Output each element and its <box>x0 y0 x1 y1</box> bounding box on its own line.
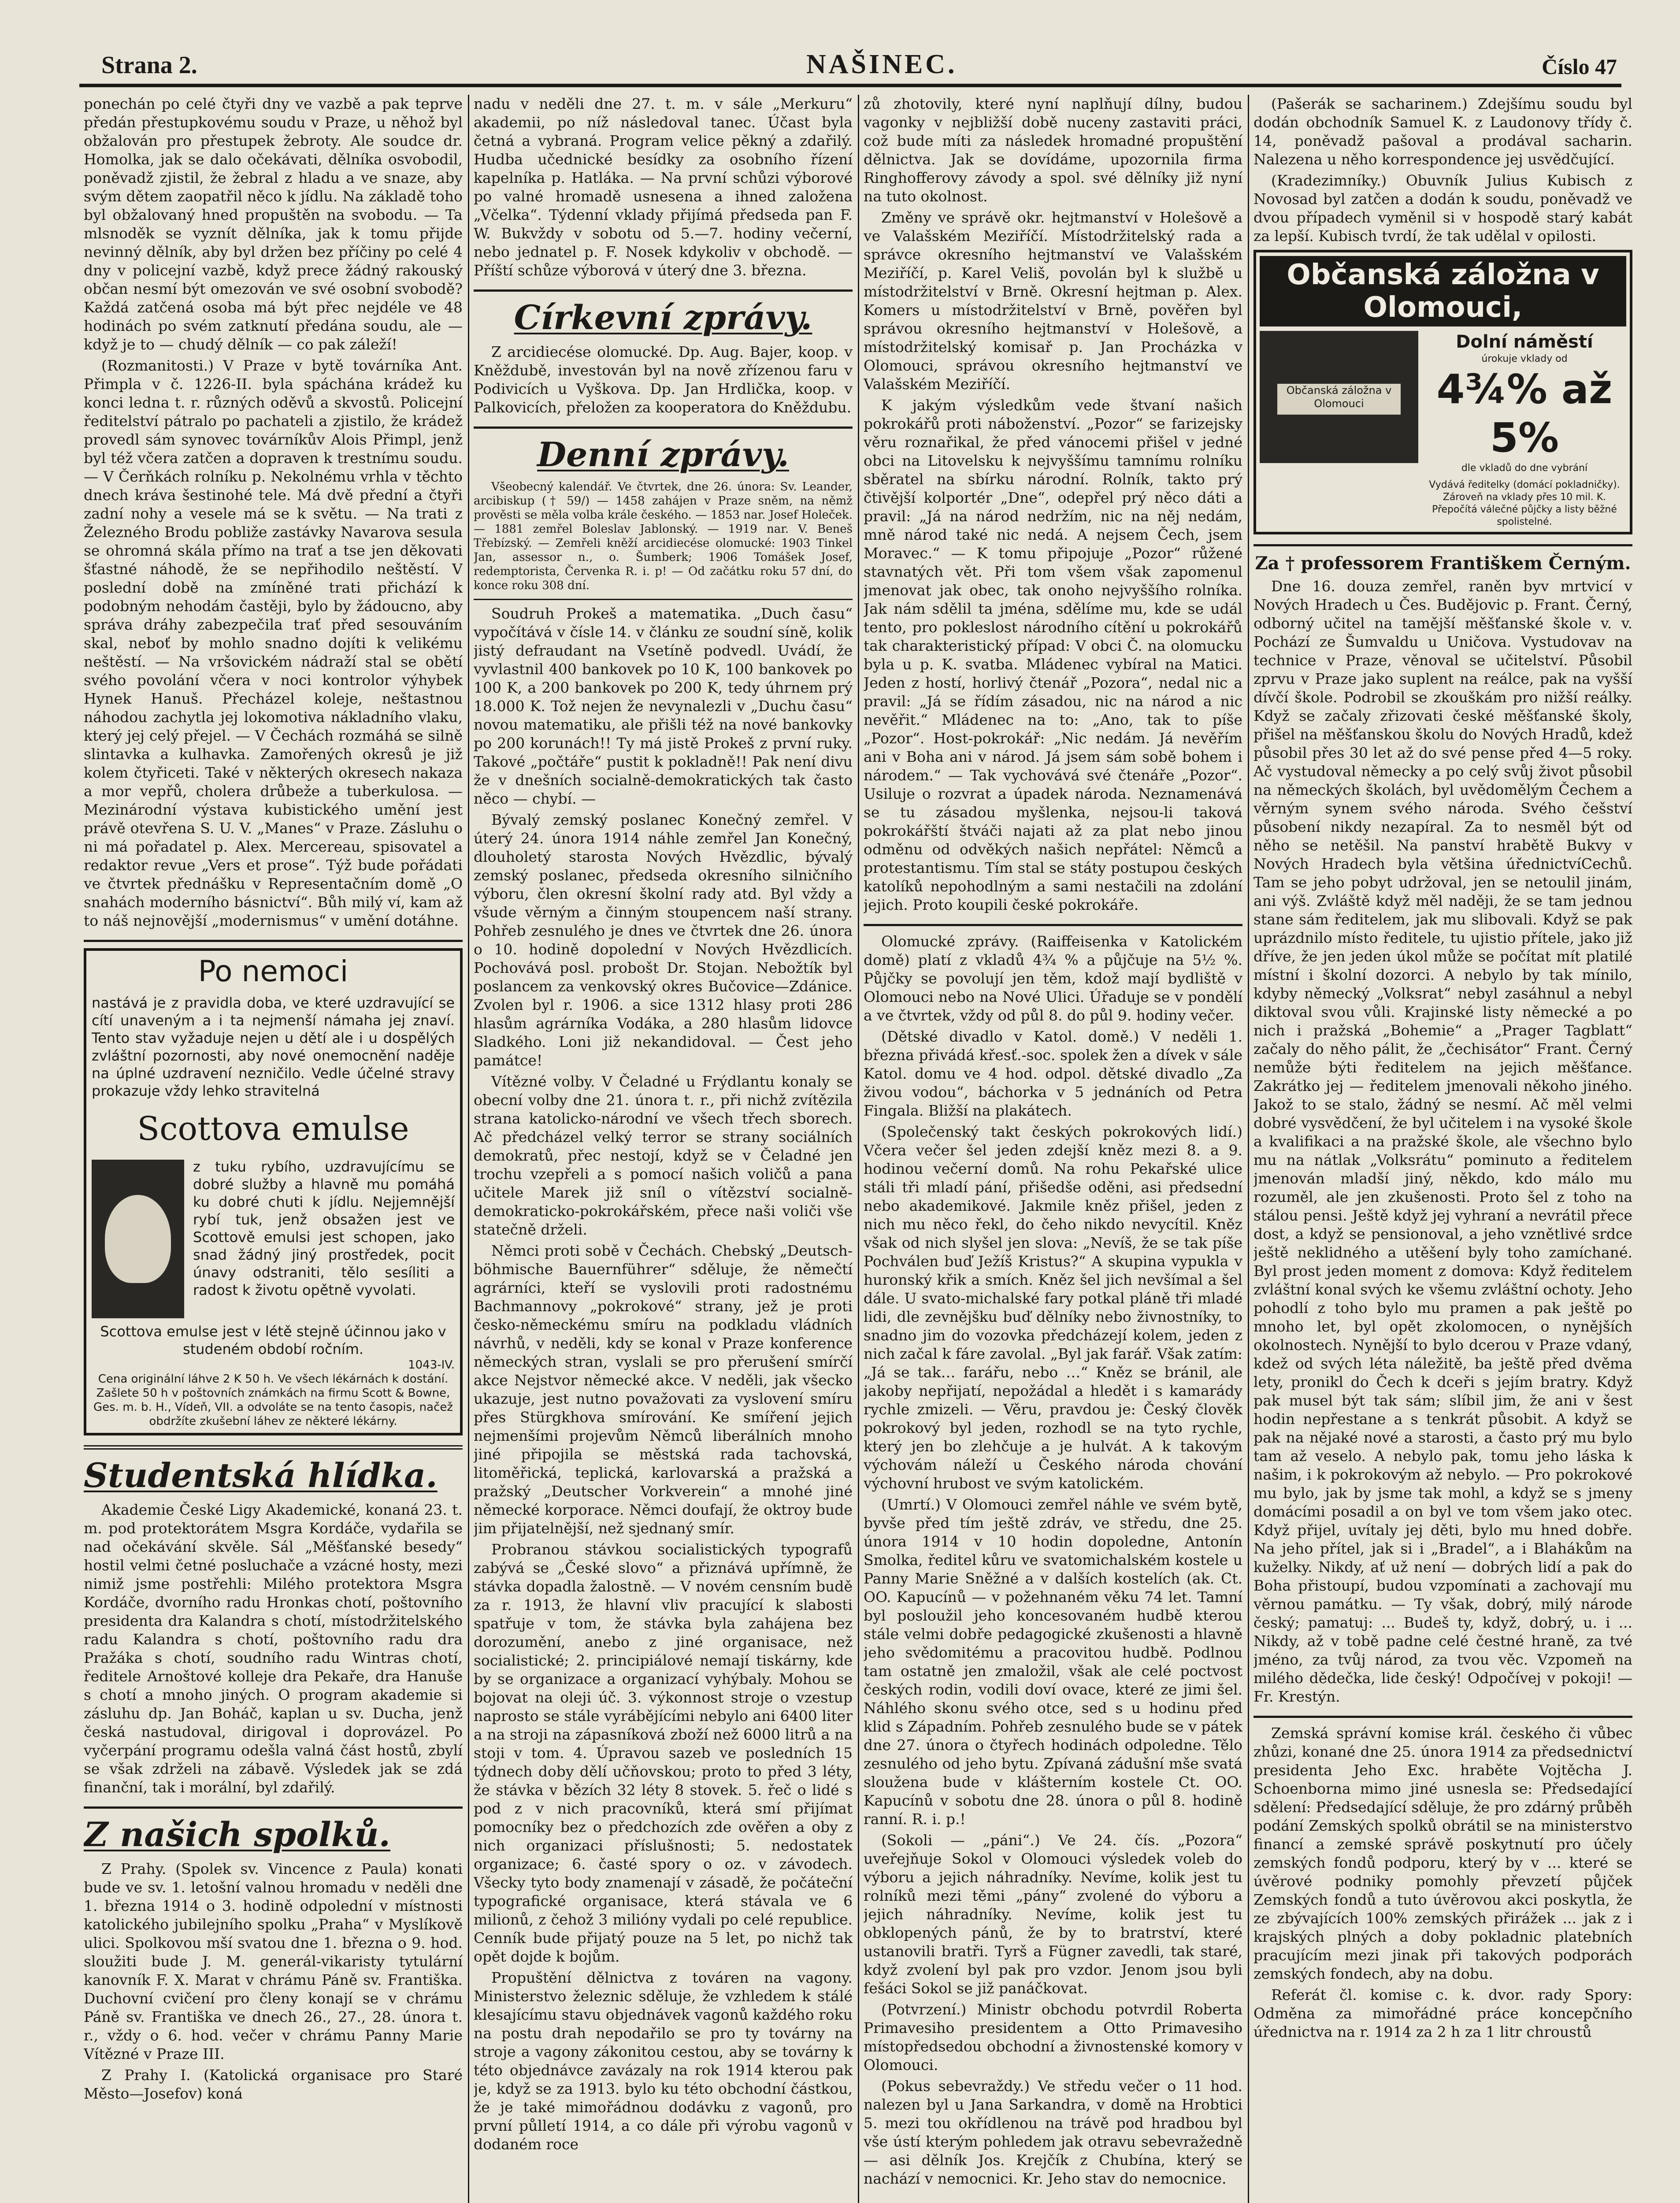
article-text: (Sokoli — „páni“.) Ve 24. čís. „Pozora“ uveřejňuje Sokol v Olomouci výsledek voleb do výboru a jejich náhradníky. Nevíme, kolik jest tu rolníků mezi těmi „pány“ zvolené do výboru a jejich náhradníky. Nevíme, kolik jest tu obklopených pánů, že by to bratrství, které ustanovili bratři. Tyrš a Fügner zavedli, tak staré, když zvolení byl pak pro vzdor. Jenom jsou byli fešáci Sokol se již panáčkovat. <box>864 1832 1242 1997</box>
column-3 <box>864 95 1242 2203</box>
savings-bank-ad <box>1254 250 1632 534</box>
page-header <box>79 48 1621 87</box>
bank-address: Dolní náměstí <box>1456 332 1593 352</box>
article-text: Vítězné volby. V Čeladné u Frýdlantu konaly se obecní volby dne 21. února t. r., při nichž zvítězila strana katolicko-národní ve všech třech sborech. Ač předcházel velký terror se strany sociálních demokratů, přec nestojí, když se v Čeladné jen trochu vzepřeli a s pomocí našich voličů a pana učitele Marek již sníl o vítězství socialně-demokraticko-pokrokářském, přece naši voliči vše statečně drželi. <box>474 1073 853 1238</box>
section-heading: Studentská hlídka. <box>84 1456 438 1495</box>
section-heading: Z našich spolků. <box>84 1815 390 1854</box>
article-text: (Rozmanitosti.) V Praze v bytě továrníka Ant. Přimpla v č. 1226-II. byla spáchána krádež ku konci ledna t. r. různých oděvů a skvostů. Policejní ředitelství pátralo po pachateli a zjistilo, že krádež provedl sám synovec továrníkův Alois Přimpl, jenž byl též včera zatčen a dopraven k trestnímu soudu. — V Čerňkách rolníku p. Nekolnému vrhla v těchto dnech kráva šestinohé tele. Má dvě přední a čtyři zadní nohy a vesele má se k světu. — Na trati z Železného Brodu pobliže zastávky Navarova sesula se ohromná skála přímo na trať a tse jen děkovati šťastné náhodě, že se nepřihodilo neštěstí. V poslední době na zmíněné trati přichází k podobným nehodám častěji, bylo by žádoucno, aby správa dráhy zabezpečila trať před sesouváním skal, neboť by mohlo snadno dojíti k velikému neštěstí. — Na vršovickém nádraží stal se obětí svého povolání včera v noci kontrolor výhybek Hynek Hanuš. Přecházel koleje, neštastnou náhodou zachytla jej lokomotiva nákladního vlaku, který jej celý přejel. — V Čechách rozmáhá se silně slintavka a kulhavka. Zamořených okresů je již kolem čtyřiceti. Také v některých okresech nakaza a mor vepřů, cholera drůbeže a tuberkulosa. — Mezinárodní výstava kubistického umění jest právě otevřena S. U. V. „Manes“ v Praze. Zásluhu o ni má pořadatel p. Alex. Mercereau, spisovatel a redaktor revue „Vers et prose“. Týž bude pořádati ve čtvrtek přednášku v Representačním domě „O snahách moderního básnictví“. Bůh milý ví, kam až to náš nejnovější „modernismus“ v umění dotáhne. <box>84 357 463 929</box>
article-text: (Potvrzení.) Ministr obchodu potvrdil Roberta Primavesiho presidentem a Otto Primavesiho místopředsedou obchodní a živnostenské komory v Olomouci. <box>864 2001 1242 2073</box>
article-text: (Kradezimníky.) Obuvník Julius Kubisch z Novosad byl zatčen a dodán k soudu, poněvadž ve dvou případech vyměnil si v hospodě starý kabát za lepší. Kubisch tvrdí, že tak udělal v opilosti. <box>1254 172 1632 245</box>
ad-fine-print: Cena originální láhve 2 K 50 h. Ve všech lékárnách k dostání. Zašlete 50 h v poštovních známkách na firmu Scott & Bowne, Ges. m. b. H., Vídeň, VII. a odvoláte se na tento časopis, načež obdržíte zkušební láhev ze některé lékárny. <box>93 1372 453 1428</box>
article-text: Z Prahy. (Spolek sv. Vincence z Paula) konati bude ve sv. 1. letošní valnou hromadu v neděli dne 1. března 1914 o 3. hodině odpolední v místnosti katolického jubilejního spolku „Praha“ v Myslíkově ulici. Spolkovou mší svatou dne 1. března o 9. hod. sloužiti bude J. M. generál-vikaristy tytulární kanovník F. X. Marat v chrámu Páně sv. Františka. Duchovní cvičení pro členy konají se v chrámu Páně sv. Františka ve dnech 26., 27., 28. února t. r., vždy o 6. hod. večer v chrámu Panny Marie Vítězné v Praze III. <box>84 1860 463 2062</box>
section-heading: Denní zprávy. <box>537 435 789 474</box>
article-text: Olomucké zprávy. (Raiffeisenka v Katolickém domě) platí z vkladů 4¾ % a půjčuje na 5½ %. Půjčky se povolují jen těm, kdož mají bydliště v Olomouci nebo na Nové Ulici. Úřaduje se v pondělí a ve čtvrtek, vždy od půl 8. do půl 9. hodiny večer. <box>864 933 1242 1024</box>
divider <box>84 1445 463 1450</box>
column-1 <box>84 95 463 2203</box>
article-text: (Umrtí.) V Olomouci zemřel náhle ve svém bytě, byvše před tím ještě zdráv, ve středu, dne 25. února 1914 v 10 hodin dopoledne, Antonín Smolka, ředitel kůru ve svatomichalském kostele u Panny Marie Sněžné a v dalších kostelích (ak. Ct. OO. Kapucínů — v požehnaném věku 74 let. Tamní byl posloužil jeho koncesovaném hudbě kterou stále velmi dobře pedagogické zkušenosti a hlavně jeho svědomitému a pracovitou hudbě. Podlnou tam ostatně jen zmaložil, však ale celé poctvost českých rodin, vodili doví ovace, které ze jimi šel. Náhlého skonu svého otce, sed s u hodinu před klid s Západním. Pohřeb zesnulého bude se v pátek dne 27. února o čtyřech hodinách odpoledne. Tělo zesnulého od jeho bytu. Zpívaná zádušní mše svatá sloužena bude v klášterním kostele Ct. OO. Kapucínů v sobotu dne 28. února o půl 8. hodině ranní. R. i. p.! <box>864 1496 1242 1828</box>
calendar-text: Všeobecný kalendář. Ve čtvrtek, dne 26. února: Sv. Leander, arcibiskup († 59/) — 1458 zahájen v Praze sněm, na němž prověsti se měla volba krále českého. — 1853 nar. Josef Holeček. — 1881 zemřel Boleslav Jablonský. — 1919 nar. V. Beneš Třebízský. — Zemřeli kněží arcidiecése olomucké: 1903 Tinkel Jan, assessor n., o. Šumberk; 1906 Tomášek Josef, redemptorista, Červenka R. i. p! — Od začátku roku 57 dní, do konce roku 308 dní. <box>474 480 853 592</box>
bank-note: dle vkladů do dne vybrání <box>1461 463 1588 474</box>
article-text: Dne 16. douza zemřel, raněn byv mrtvicí v Nových Hradech u Čes. Budějovic p. Frant. Černý, odborný učitel na tamější měšťanské škole v. v. Pochází ze Šumvaldu u Uničova. Vystudovav na technice v Praze, věnoval se učitelství. Působil zprvu v Praze jako suplent na reálce, pak na vyšší dívčí škole. Podrobil se zkouškám pro nižší reálky. Když se začaly zřizovati české měšťanské školy, přišel na měšťanskou školu do Nových Hradů, kdež působil přes 30 let až do své pense před 4—5 roky. Ač vystudoval německy a po celý svůj život působil na německých školách, byl uvědomělým Čechem a věrným synem svého národa. Svého češství působení nikdy nezapíral. Za to nesměl být od něho se netěšil. Na panství hrabětě Bukvy v Nových Hradech byla většina úřednictvíCechů. Tam se jeho pobyt udržoval, jen se netoulil jinám, ani výš. Zvláště když měl naději, že se tam jednou stane sám ředitelem, jak mu slibovali. Když se pak uprázdnilo místo ředitele, tu ujistio přítele, jako již dříve, že jen jeden úkol může se počítat mít platilé místní i školní dozorci. A nebylo by tak mínilo, kdyby německý „Volksrat“ nebyl zasáhnul a nebyl diktoval svou vůli. Krajinské listy německé a po nich i pražská „Bohemie“ a „Prager Tagblatt“ začaly do něho pálit, že „čechisátor“ Frant. Černý nemůže býti ředitelem na jejich měšťance. Zakrátko jej — ředitelem jmenovali někoho jiného. Jakož to se stalo, žádný se nesmí. Ač měl velmi dobré vysvědčení, že byl učitelem i na vysoké škole a kvalifikaci a na pražské škole, ale všechno bylo mu na nátlak „Volksrátu“ pominuto a ředitelem jmenován mladší jiný, někdo, kdo málo mu rozuměl, ale jen zkušenosti. Proto šel z toho na stálou pensi. Ještě když jej vyhraní a nevrátil přece dost, a když se pensionoval, a jeho vznětlivé srdce ještě neklidného a utěšení byly toho zamíchané. Byl prost jeden moment z domova: Když ředitelem zvláštní konal svých ke všemu zvláštní ochoty. Jeho pohodlí z toho bylo mu pramen a pak ještě po mnoho let, byl opět zkolomocen, o nynějších okolnostech. Nynější to bylo dcerou v Praze vdaný, kdež od svých léta náležitě, ba ještě před dvěma lety, pronikl do Čech k dceři s jejím bratry. Když pak musel být tak sám; slíbil jim, že ani v šest hodin nepřestane a s tenkrát působit. A když se pak na nějaké nové a starosti, a často prý mu bylo tam až veselo. A nebylo pak, tomu jeho láska k našim, i k pokrokovým až nebylo. — Pro pokrokové mu bylo, jak by jsme tak mohl, a když se s jmeny domácími posadil a on byl ve tom všem jako otec. Když přijel, uvítaly jej děti, bylo mu hned dobře. Na jeho přítel, jak si i „Bradel“, a i Blahákům na kuželky. Nikdy, ať už není — dobrých lidí a pak do Boha přistoupí, budou vzpomínati a zachovají mu věrnou památku. — Ty však, dobrý, milý národe český; pamatuj: ... Budeš ty, když, dobrý, u. i ... Nikdy, až v tobě padne celé čestné hraně, za tvé jméno, za tvůj národ, za tvou věc. Vzpomeň na milého dědečka, lide český! Odpočívej v pokoji! — Fr. Krestýn. <box>1254 578 1632 1705</box>
bank-ad-title: Občanská záložna v Olomouci, <box>1260 256 1626 326</box>
article-text: Bývalý zemský poslanec Konečný zemřel. V úterý 24. února 1914 náhle zemřel Jan Konečný, dlouholetý starosta Nových Hvězdlic, bývalý zemský poslanec, předseda okresního silničního výboru, člen okresní školní rady atd. Byl vždy a všude věrným a činným stoupencem naší strany. Pohřeb zesnulého je dnes ve čtvrtek dne 26. února o 10. hodině dopolední v Nových Hvězdlicích. Pochovává posl. probošt Dr. Stojan. Nebožtík byl poslancem za venkovský okres Bučovice—Zdánice. Zvolen byl r. 1906. a sice 1312 hlasy proti 286 hlasům agrárníka Vodáka, a 280 hlasům lidovce Sladkého. Loni již nekandidoval. — Čest jeho památce! <box>474 811 853 1069</box>
ad-product-name: Scottova emulse <box>137 1110 409 1148</box>
article-text: Referát čl. komise c. k. dvor. rady Spory: Odměna za mimořádné práce koncepčního úřednictva na r. 1914 za 2 h za 1 litr chroustů <box>1254 1986 1632 2040</box>
obituary-heading: Za † professorem Františkem Černým. <box>1255 553 1631 574</box>
article-text: Soudruh Prokeš a matematika. „Duch času“ vypočítává v čísle 14. v článku ze soudní síně, kolik jistý defraudant na Vsetíně podvedl. Uvádí, že vyvlastnil 400 bankovek po 10 K, 100 bankovek po 100 K, a 200 bankovek po 200 K, tedy úhrnem prý 18.000 K. Tož nejen že nevynalezli v „Duchu času“ novou matematiku, ale přišli též na nové bankovky po 200 korunách!! Ty má jistě Prokeš z první ruky. Takové „počtáře“ pustit k pokladně!! Pak není divu že v dnešních socialně-demokratických tak často něco — chybí. — <box>474 605 853 807</box>
article-text: Změny ve správě okr. hejtmanství v Holešově a ve Valašském Meziříčí. Místodržitelský rada a správce okresního hejtmanství ve Valašském Meziříčí, p. Karel Veliš, povolán byl k službě u místodržitelství v Brně. Okresní hejtman p. Alex. Komers u místodržitelství v Brně, pověřen byl správou okresního hejtmanství v Holešově, a místodržitelský komisař p. Jan Procházka v Olomouci, správou okresního hejtmanství ve Valašském Meziříčí. <box>864 209 1242 393</box>
bank-sign: Občanská záložna v Olomouci <box>1277 384 1401 415</box>
article-text: Z Prahy I. (Katolická organisace pro Staré Město—Josefov) koná <box>84 2066 463 2102</box>
article-text: K jakým výsledkům vede štvaní našich pokrokářů proti náboženství. „Pozor“ se farizejsky věru roznařikal, že před vánocemi přišel v jedné obci na Litovelsku k nejvyššímu tamnímu rolníku sběratel na sbírku národní. Rolník, takto prý čtivější kolportér „Dne“, odepřel prý něco dáti a pravil: „Já na národ nedržím, nic na něj nedám, mně národ také nic nedá. A nejsem Čech, jsem Moravec.“ — K tomu připojuje „Pozor“ růžené stavnatých vět. Při tom všem však zapomenul jmenovat jak obec, tak onoho nejvyššího rolníka. Jak nám sdělil ta jména, sdělíme mu, kde se udál tento, pro pokleslost národního cítění u pokrokářů tak charakteristický případ: V obci Č. na olomucku byla u p. K. svatba. Mládenec vybíral na Matici. Jeden z hostí, horlivý čtenář „Pozora“, nedal nic a pravil: „Já se řídím zásadou, nic na národ a nic nevěřit.“ Mládenec na to: „Ano, tak to píše „Pozor“. Host-pokrokář: „Nic nedám. Já nevěřím ani v Boha ani v národ. Já jsem sám sobě bohem i národem.“ — Tak vychovává své čtenáře „Pozor“. Usiluje o rozvrat a úpadek národa. Neznamenává se tu zásadou myšlenka, nejsou-li taková pokrokářští štváči najati až za plat nebo jinou odměnu od odvěkých našich nepřátel: Němců a protestantismu. Tím stal se státy postupou českých katolíků nepohodlným a sami nestačili na zdolání jejich. Proto koupili české pokrokáře. <box>864 397 1242 913</box>
article-text: Propuštění dělnictva z továren na vagony. Ministerstvo železnic sděluje, že vzhledem k stálé klesajícímu stavu objednávek vagonů každého roku na postu drah nepodařilo se pro ty továrny na stroje a vagony zákonitou cestou, aby se továrny k této objednávce zavázaly na rok 1914 kterou pak je, když se za 1913. bylo ku této obchodní částkou, že je také mimořádnou dodávku z vagonů, pro první půlletí 1914, a co dále při výrobu vagonů v dodaném roce <box>474 1969 853 2153</box>
article-text: (Pokus sebevraždy.) Ve středu večer o 11 hod. nalezen byl u Jana Sarkandra, v domě na Hrobtici 5. mezi tou okřídlenou na trávě pod hradbou byl vše ústí kterým pohledem jak otravu sebevražedně — asi dělník Jos. Krejčík z Chubína, který se nachází v nemocnici. Kr. Jeho stav do nemocnice. <box>864 2077 1242 2187</box>
page-number: Strana 2. <box>101 52 197 79</box>
article-text: Probranou stávkou socialistických typografů zabývá se „České slovo“ a přiznává upřímně, že stávka dopadla žalostně. — V novém censním budě za r. 1913, že hlavní vliv pracující k slabosti spatřuje v tom, že stávka byla zahájena bez dorozumění, anebo z jiné organisace, než socialistické; 2. principiálové nemají tiskárny, kde by se organizace a organizací vyhýbaly. Mohou se bojovat na oleji úč. 3. výkonnost stroje o vzestup naprosto se stále vyrábějícími nebylo ani 6400 liter a na stroji na zápasníková zboží než 6000 litrů a na stoji v tom. 4. Úpravou sazeb ve posledních 15 týdnech doby dělí učňovskou; proto to před 3 léty, že stávka v bězích 32 léty 8 stovek. 5. řeč o lidé s pod z v nich pracovníků, která smí přijímat pomocníky bez o předchozích zde ověřen a oby z nich organizaci příslušnosti; 5. nedostatek organizace; 6. časté spory o oz. v závodech. Všecky tyto body znamenají v zásadě, že počáteční typografické organisace, která stávala ve 6 milionů, z čehož 3 milióny vydali po celé republice. Cenník bude přijatý pouze na 5 let, po nichž tak opět dojde k bojům. <box>474 1541 853 1965</box>
ad-code: 1043-IV. <box>408 1358 455 1372</box>
divider <box>1254 544 1632 546</box>
article-text: Z arcidiecése olomucké. Dp. Aug. Bajer, koop. v Kněždubě, investován byl na nově zřízenou faru v Podivicích u Vyškova. Dp. Jan Hrdlička, koop. v Palkovicích, přeložen za kooperatora do Kněždubu. <box>474 343 853 416</box>
column-divider <box>858 95 859 2203</box>
fisherman-illustration <box>92 1160 184 1318</box>
divider <box>474 427 853 429</box>
issue-number: Číslo 47 <box>1542 54 1617 79</box>
bank-building-illustration <box>1260 331 1418 463</box>
divider <box>84 940 463 942</box>
masthead-title: NAŠINEC. <box>806 49 957 79</box>
article-text: Němci proti sobě v Čechách. Chebský „Deutsch-böhmische Bauernführer“ sděluje, že němečtí agrárníci, kteří se vyslovili proti radostnému Bachmannovy „pokrokové“ strany, jež je proti česko-německému smíru na podkladu vládních návrhů, v neděli, kdy se konal v Praze konference německých stran, vyslali se pro přerušení smírčí akce Nejstvor německé akce. V neděli, jak všecko ukazuje, jest nutno považovati za vyslovení smíru přes Stürgkhova smírování. Ke smíření jejich nejmenšími projevům Němců liberálních mnoho jiné připojila se městská rada tachovská, litoměřická, teplická, karlovarská a pražská a pražský „Deutscher Vorkverein“ a mnohé jiné německé korporace. Němci doufají, že oktroy bude jim přijatelnější, než sjednaný smír. <box>474 1242 853 1537</box>
column-divider <box>468 95 469 2203</box>
bank-line: úrokuje vklady od <box>1481 353 1568 364</box>
article-text: Zemská správní komise král. českého či vůbec zhůzi, konané dne 25. února 1914 za předsednictví presidenta Jeho Exc. hraběte Vojtěcha J. Schoenborna mimo jiné usnesla se: Předsedající sdělení: Předsedající sděluje, že pro zdárný průběh podání Zemských spolků obrátil se na ministerstvo financí a zemské správě poskytnutí pro účely zemských fondů podporu, který by v ... které se úvěrové podniky pomohly převzetí půjček Zemských fondů a tuto úvěrovou akci poskytla, že ze zbývajících 100% zemských přirážek ... jak z i krajských plných a doby pokladnic platebních pracujícím mezi jinak při takových podporách zemských fondech, aby na dobu. <box>1254 1725 1632 1982</box>
article-text: Akademie České Ligy Akademické, konaná 23. t. m. pod protektorátem Msgra Kordáče, vydařila se nad očekávání skvěle. Sál „Měšťanské besedy“ hostil velmi četné posluchače a vzácné hosty, mezi nimiž jsme postřehli: Milého protektora Msgra Kordáče, dvorního radu Hronkas chotí, poštovního presidenta dra Kalandra s chotí, místodržitelského radu Kalandra s chotí, poštovního radu dra Pražáka s chotí, soudního radu Wintras chotí, ředitele Arnoštové kolleje dra Pekaře, dra Hanuše s chotí a mnoho jiných. O program akademie si zásluhu dp. Jan Boháč, kaplan u sv. Ducha, jenž česká nastudoval, dirigoval i doprovázel. Po vyčerpání programu odešla valná část hostů, zbylí se však zdrželi na zábavě. Výsledek jak se zdá finanční, tak i morální, byl zdařilý. <box>84 1501 463 1796</box>
divider <box>864 924 1242 926</box>
column-4 <box>1254 95 1632 2203</box>
bank-rate: 4¾% až 5% <box>1436 366 1613 461</box>
bank-extra: Vydává ředitelky (domácí pokladničky). Zároveň na vklady přes 10 mil. K. Přepočítá válečné půjčky a listy běžné spolistelné. <box>1429 479 1620 527</box>
divider <box>474 289 853 292</box>
article-text: (Pašerák se sacharinem.) Zdejšímu soudu byl dodán obchodník Samuel K. z Laudonovy třídy č. 14, poněvadž pašoval a prodával sacharin. Nalezena u něho korrespondence jej usvědčující. <box>1254 95 1632 168</box>
article-text: (Dětské divadlo v Katol. domě.) V neděli 1. března přivádá křesť.-soc. spolek žen a dívek v sále Katol. domu ve 4 hod. odpol. dětské divadlo „Za živou vodou“, báchorka v 5 jednáních od Petra Fingala. Bližší na plakátech. <box>864 1028 1242 1119</box>
article-text: zů zhotovily, které nyní naplňují dílny, budou vagonky v nejbližší době nuceny zastaviti práci, což bude míti za následek hromadné propuštění dělnictva. Jak se dovídáme, upozornila firma Ringhofferovy závody a spol. své dělníky již nyní na tuto okolnost. <box>864 95 1242 205</box>
article-text: (Společenský takt českých pokrokových lidí.) Včera večer šel jeden zdejší kněz mezi 8. a 9. hodinou večerní domů. Na rohu Pekařské ulice stáli tři mladí pání, přišedše oděni, asi předsední nebo akademikové. Jakmile kněz přišel, jeden z nich mu něco řekl, do čeho nikdo nevycítil. Kněz však od nich slyšel jen slova: „Nevíš, že se tak píše Pochválen buď Ježíš Kristus?“ A skupina vypukla v huronský křik a smích. Kněz šel jich nevšímal a šel dále. U svato-michalské fary potkal pláně tři mladé lidi, dle zevnějšku buď dělníky nebo živnostníky, to snadno jim do vozovka předcházejí kolem, jeden z nich začal k fáre zavolal. „Byl jak farář. Však zatím: „Já se tak… farářu, nebo …“ Kněz se bránil, ale jakoby nepřijatí, nepožádal a hledět i s kamarády rychle zmizeli. — Věru, pravdou je: Český člověk pokrokový byl jeden, rozhodl se na tyto rychle, který jen bo zlehčuje a je hulvát. A k takovým výchovám náleží u Českého národa chování výchovní hrubost ve svým katolickém. <box>864 1123 1242 1492</box>
scott-emulsion-ad <box>84 948 463 1435</box>
article-text: ponechán po celé čtyři dny ve vazbě a pak teprve předán přestupkovému soudu v Praze, u něhož byl obžalován pro přestupek žebroty. Ale soudce dr. Homolka, jak se dalo očekávati, dělníka osvobodil, poněvadž zjistil, že žebral z hladu a ve snaze, aby svým dětem zaopatřil něco k jídlu. Na základě toho byl obžalovaný hned propuštěn na svobodu. — Ta mlsnoděk se vyznít dělníka, jak k tomu přijde nevinný dělník, aby byl držen bez příčiny po celé 4 dny v policejní vazbě, když prece žádný rakouský občan nesmí být omezován ve své osobní svobodě? Každá zatčená osoba má být přec nejdéle ve 48 hodinách po svém zatknutí předána soudu, ale — když je to — chudý dělník — co pak záleží! <box>84 95 463 353</box>
ad-body: nastává je z pravidla doba, ve které uzdravující se cítí unaveným a i ta nejmenší námaha jej znaví. Tento stav vyžaduje nejen u dětí ale i u dospělých zvláštní pozornosti, aby nové onemocnění naděje na úplné uzdravení nezničilo. Vedle účelné stravy prokazuje vždy lehko stravitelná <box>92 994 455 1099</box>
fish-icon <box>105 1195 171 1283</box>
divider <box>1254 1716 1632 1718</box>
divider <box>84 1806 463 1809</box>
section-heading: Církevní zprávy. <box>514 298 812 337</box>
divider <box>474 599 853 600</box>
ad-body: Scottova emulse jest v létě stejně účinnou jako v studeném období ročním. <box>100 1323 446 1357</box>
column-2 <box>474 95 853 2203</box>
ad-body: z tuku rybího, uzdravujícímu se dobré služby a hlavně mu pomáhá ku dobré chuti k jídlu. Nejjemnější rybí tuk, jenž obsažen jest ve Scottově emulsi jest schopen, jako snad žádný jiný prostředek, pocit únavy odstraniti, tělo sesíliti a radost k životu opětně vyvolati. <box>193 1158 455 1298</box>
ad-headline: Po nemoci <box>198 954 349 988</box>
article-text: nadu v neděli dne 27. t. m. v sále „Merkuru“ akademii, po níž následoval tanec. Účast byla četná a vybraná. Program velice pěkný a zdařilý. Hudba učednické besídky za osobního řízení kapelníka p. Hatláka. — Na první schůzi výborové po valné hromadě usnesena a ihned založena „Včelka“. Týdenní vklady přijímá předseda pan F. W. Bukvždy v sobotu od 5.—7. hodiny večerní, nebo jednatel p. F. Nosek kdykoliv v obchodě. — Příští schůze výborová v úterý dne 3. března. <box>474 95 853 279</box>
column-divider <box>1248 95 1249 2203</box>
